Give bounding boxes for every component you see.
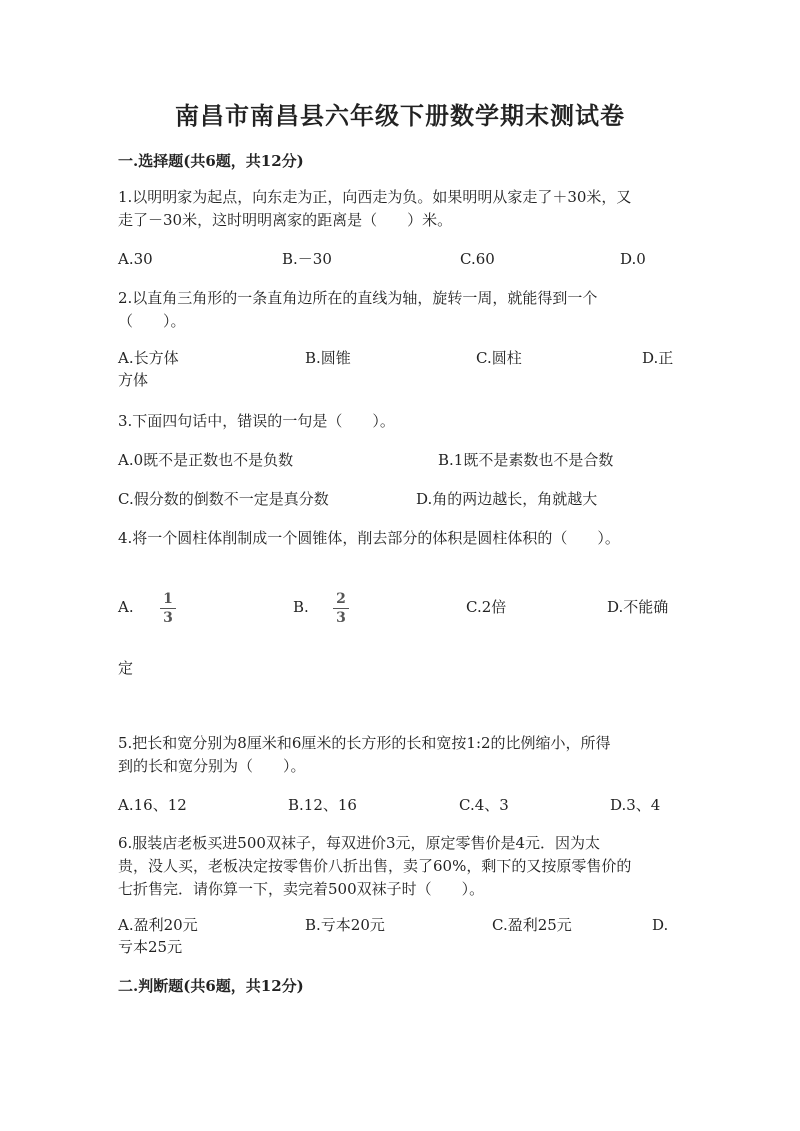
question-5-line-2: 到的长和宽分别为（ ）。 (118, 757, 306, 775)
question-6-line-1: 6.服装店老板买进500双袜子，每双进价3元，原定零售价是4元．因为太 (118, 834, 601, 852)
q6-option-d: D. (652, 916, 669, 934)
q4-option-b-fraction (333, 592, 349, 625)
question-4-line-1: 4.将一个圆柱体削制成一个圆锥体，削去部分的体积是圆柱体积的（ ）。 (118, 529, 620, 547)
question-5 (118, 732, 684, 778)
q5-option-a: A.16、12 (118, 796, 187, 814)
q1-option-a: A.30 (118, 250, 153, 268)
q5-option-c: C.4、3 (459, 796, 509, 814)
q1-option-c: C.60 (460, 250, 495, 268)
section-heading-choice: 一.选择题(共6题，共12分) (118, 152, 304, 170)
fraction-denominator: 3 (336, 610, 346, 626)
section-heading-judgement: 二.判断题(共6题，共12分) (118, 977, 304, 995)
q4-option-c: C.2倍 (466, 598, 507, 616)
q3-option-c: C.假分数的倒数不一定是真分数 (118, 490, 329, 508)
question-2 (118, 287, 684, 333)
q5-option-b: B.12、16 (288, 796, 357, 814)
q3-option-d: D.角的两边越长，角就越大 (416, 490, 598, 508)
exam-title: 南昌市南昌县六年级下册数学期末测试卷 (175, 101, 625, 130)
q4-option-d-wrap: 定 (118, 659, 134, 677)
q6-option-c: C.盈利25元 (492, 916, 572, 934)
fraction-bar (333, 608, 349, 609)
question-6 (118, 832, 684, 901)
question-6-line-2: 贵，没人买，老板决定按零售价八折出售，卖了60%，剩下的又按原零售价的 (118, 857, 632, 875)
q2-option-c: C.圆柱 (476, 349, 522, 367)
q2-option-b: B.圆锥 (305, 349, 351, 367)
q6-option-a: A.盈利20元 (118, 916, 198, 934)
question-1-line-1: 1.以明明家为起点，向东走为正，向西走为负。如果明明从家走了＋30米，又 (118, 188, 632, 206)
q2-option-d: D.正 (642, 349, 674, 367)
q2-option-d-wrap: 方体 (118, 371, 149, 389)
fraction-bar (160, 608, 176, 609)
q4-option-a-fraction (160, 592, 176, 625)
fraction-numerator: 2 (336, 591, 346, 607)
question-6-line-3: 七折售完．请你算一下，卖完着500双袜子时（ ）。 (118, 880, 485, 898)
q3-option-a: A.0既不是正数也不是负数 (118, 451, 294, 469)
fraction-denominator: 3 (163, 610, 173, 626)
q1-option-b: B.－30 (282, 250, 332, 268)
question-2-line-2: （ ）。 (118, 312, 186, 330)
fraction-numerator: 1 (163, 591, 173, 607)
question-1 (118, 186, 684, 232)
question-5-line-1: 5.把长和宽分别为8厘米和6厘米的长方形的长和宽按1:2的比例缩小，所得 (118, 734, 611, 752)
q4-option-b: B. (293, 598, 309, 616)
q4-option-a: A. (118, 598, 134, 616)
question-3-line-1: 3.下面四句话中，错误的一句是（ ）。 (118, 412, 395, 430)
q6-option-d-wrap: 亏本25元 (118, 938, 183, 956)
q4-option-d: D.不能确 (607, 598, 669, 616)
question-1-line-2: 走了－30米，这时明明离家的距离是（ ）米。 (118, 211, 453, 229)
q6-option-b: B.亏本20元 (305, 916, 385, 934)
question-4 (118, 527, 684, 550)
q5-option-d: D.3、4 (610, 796, 661, 814)
question-3 (118, 410, 684, 433)
q2-option-a: A.长方体 (118, 349, 179, 367)
q1-option-d: D.0 (620, 250, 646, 268)
q3-option-b: B.1既不是素数也不是合数 (438, 451, 614, 469)
question-2-line-1: 2.以直角三角形的一条直角边所在的直线为轴，旋转一周，就能得到一个 (118, 289, 598, 307)
